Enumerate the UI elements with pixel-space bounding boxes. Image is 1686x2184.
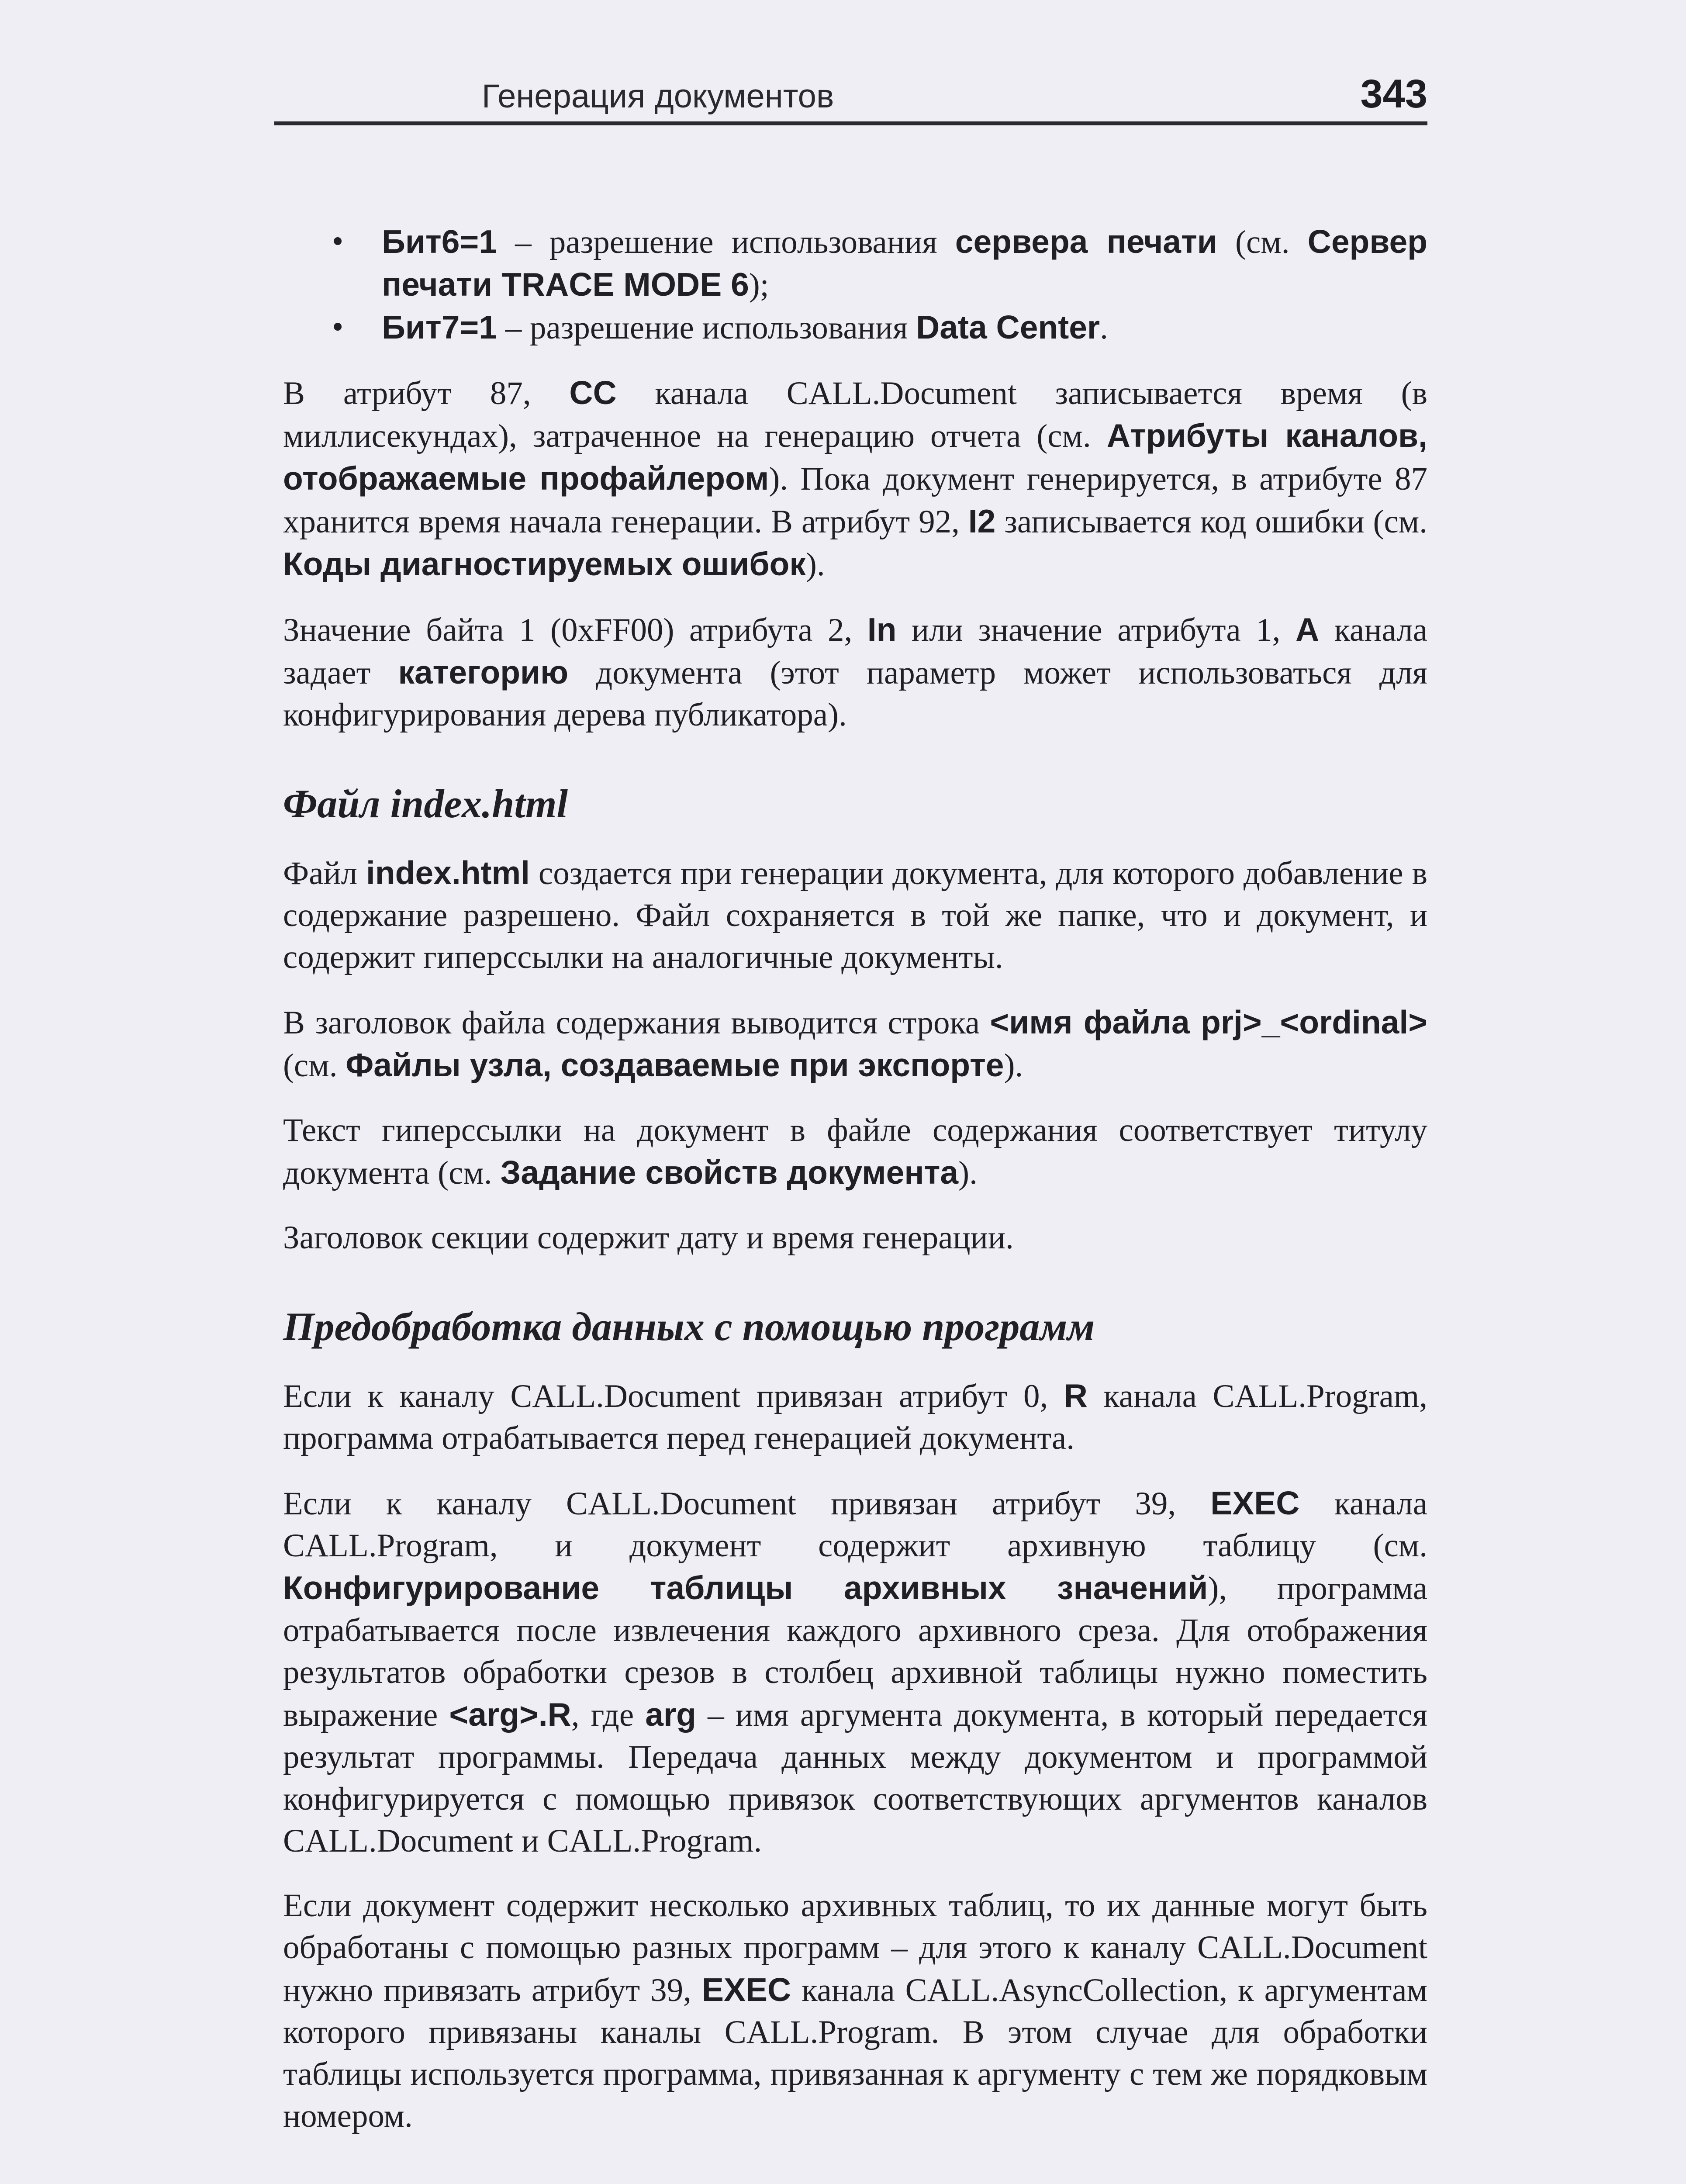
- page-body: [283, 221, 1427, 2137]
- bullet-text: );: [749, 267, 769, 303]
- bullet-term: Бит7=1: [382, 309, 497, 346]
- bullet-text: .: [1100, 310, 1108, 346]
- list-item: [283, 306, 1427, 349]
- attribute-code: I2: [968, 503, 996, 539]
- running-title: Генерация документов: [482, 78, 834, 115]
- paragraph-index-title: В заголовок файла содержания выводится строка <имя файла prj>_<ordinal> (см. Файлы узла, создаваемые при экспорте).: [283, 1004, 1428, 1084]
- paragraph-multiple-tables: Если документ содержит несколько архивных таблиц, то их данные могут быть обработаны с помощью разных программ – для этого к каналу CALL.Document нужно привязать атрибут 39, EXEC канала CALL.AsyncCollection, к аргументам которого привязаны каналы CALL.Program. В этом случае для обработки таблицы используется программа, привязанная к аргументу с тем же порядковым номером.: [283, 1887, 1427, 2134]
- code-string: <имя файла prj>_<ordinal>: [990, 1004, 1428, 1040]
- bullet-list: [283, 221, 1427, 349]
- keyword: категорию: [398, 654, 569, 691]
- attribute-code: CC: [569, 374, 617, 411]
- attribute-code: EXEC: [1210, 1485, 1300, 1521]
- list-item: [283, 221, 1427, 306]
- bullet-keyword: сервера печати: [955, 223, 1217, 260]
- cross-reference: Атрибуты каналов, отображаемые профайлером: [283, 417, 1428, 497]
- paragraph-hyperlink-text: Текст гиперссылки на документ в файле содержания соответствует титулу документа (см. Задание свойств документа).: [283, 1112, 1427, 1191]
- bullet-icon: •: [332, 309, 344, 345]
- bullet-text: (см.: [1217, 224, 1308, 260]
- bullet-term: Бит6=1: [382, 223, 497, 260]
- attribute-code: In: [867, 611, 897, 648]
- paragraph-program-before: Если к каналу CALL.Document привязан атрибут 0, R канала CALL.Program, программа отрабатывается перед генерацией документа.: [283, 1377, 1428, 1456]
- bullet-text: – разрешение использования: [497, 310, 916, 346]
- paragraph-section-header: Заголовок секции содержит дату и время генерации.: [283, 1220, 1014, 1256]
- cross-reference: Коды диагностируемых ошибок: [283, 546, 806, 582]
- section-heading-index-html: Файл index.html: [283, 781, 568, 826]
- bullet-icon: •: [332, 223, 344, 259]
- attribute-code: R: [1064, 1377, 1088, 1414]
- attribute-code: A: [1295, 611, 1320, 648]
- paragraph-category: Значение байта 1 (0xFF00) атрибута 2, In или значение атрибута 1, A канала задает категорию документа (этот параметр может использоваться для конфигурирования дерева публикатора).: [283, 611, 1428, 733]
- page-number: 343: [1360, 72, 1427, 116]
- bullet-text: – разрешение использования: [497, 224, 955, 260]
- cross-reference: Сервер печати TRACE MODE 6: [382, 223, 1427, 303]
- page-header: [274, 66, 1427, 125]
- file-name: index.html: [366, 854, 530, 891]
- paragraph-attribute-87: В атрибут 87, CC канала CALL.Document записывается время (в миллисекундах), затраченное на генерацию отчета (см. Атрибуты каналов, отображаемые профайлером). Пока документ генерируется, в атрибуте 87 хранится время начала генерации. В атрибут 92, I2 записывается код ошибки (см. Коды диагностируемых ошибок).: [283, 374, 1428, 583]
- bullet-keyword: Data Center: [916, 309, 1100, 346]
- cross-reference: Файлы узла, создаваемые при экспорте: [345, 1047, 1004, 1083]
- section-heading-preprocessing: Предобработка данных с помощью программ: [283, 1304, 1095, 1349]
- paragraph-index-html: Файл index.html создается при генерации документа, для которого добавление в содержание разрешено. Файл сохраняется в той же папке, что и документ, и содержит гиперссылки на аналогичные документы.: [283, 854, 1427, 975]
- code-string: arg: [645, 1696, 696, 1733]
- cross-reference: Задание свойств документа: [500, 1154, 959, 1191]
- code-string: <arg>.R: [449, 1696, 571, 1733]
- cross-reference: Конфигурирование таблицы архивных значений: [283, 1569, 1208, 1606]
- paragraph-program-exec: Если к каналу CALL.Document привязан атрибут 39, EXEC канала CALL.Program, и документ содержит архивную таблицу (см. Конфигурирование таблицы архивных значений), программа отрабатывается после извлечения каждого архивного среза. Для отображения результатов обработки срезов в столбец архивной таблицы нужно поместить выражение <arg>.R, где arg – имя аргумента документа, в который передается результат программы. Передача данных между документом и программой конфигурируется с помощью привязок соответствующих аргументов каналов CALL.Document и CALL.Program.: [283, 1485, 1427, 1859]
- attribute-code: EXEC: [701, 1971, 791, 2008]
